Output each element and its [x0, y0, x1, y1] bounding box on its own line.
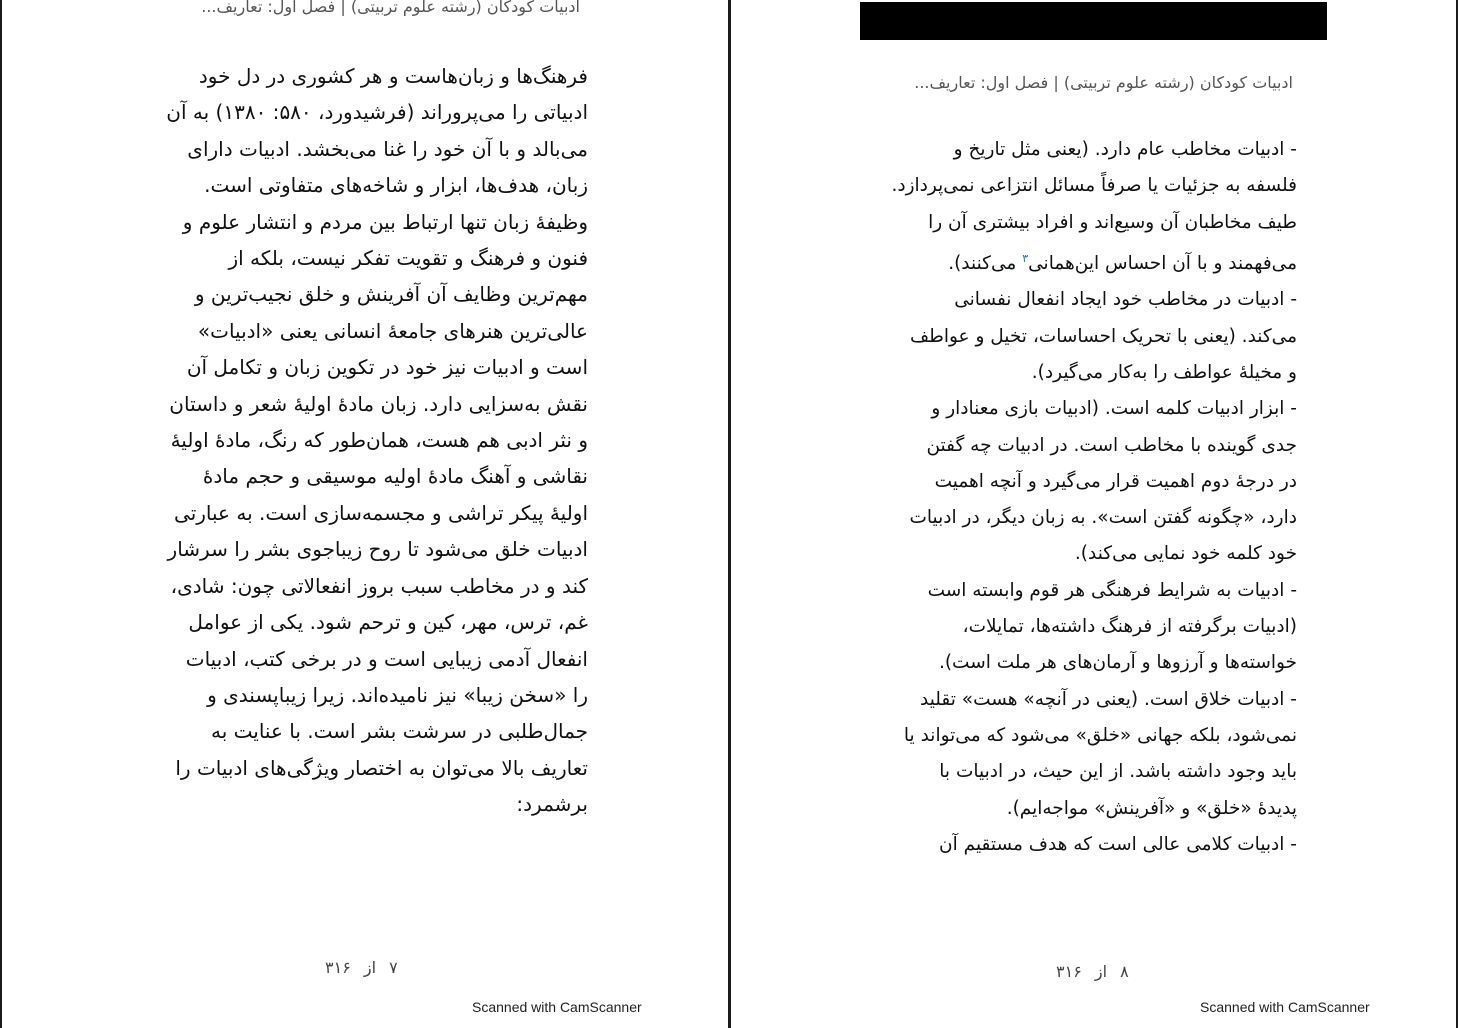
left-line-20: تعاریف بالا می‌توان به اختصار ویژگی‌های ادبیات را: [175, 755, 588, 780]
left-line-8: عالی‌ترین هنرهای جامعهٔ انسانی یعنی «ادبیات»: [197, 318, 588, 343]
right-page-number: ۸ از ۳۱۶: [1056, 962, 1129, 981]
left-line-13: اولیهٔ پیکر تراشی و مجسمه‌سازی است. به عبارتی: [174, 500, 588, 525]
left-line-3: می‌بالد و با آن خود را غنا می‌بخشد. ادبیات دارای: [187, 136, 588, 161]
right-line-11: دارد، «چگونه گفتن است». به زبان دیگر، در ادبیات: [909, 507, 1297, 529]
right-line-13: - ادبیات به شرایط فرهنگی هر قوم وابسته است: [927, 579, 1297, 601]
right-line-4-tail: می‌کنند).: [948, 253, 1023, 275]
right-line-18: باید وجود داشته باشد. از این حیث، در ادبیات با: [939, 761, 1297, 783]
right-line-7: و مخیلهٔ عواطف را به‌کار می‌گیرد).: [1031, 361, 1297, 383]
right-line-2: فلسفه به جزئیات یا صرفاً مسائل انتزاعی نمی‌پردازد.: [891, 175, 1297, 197]
right-line-20: - ادبیات کلامی عالی است که هدف مستقیم آن: [939, 833, 1297, 855]
right-line-5: - ادبیات در مخاطب خود ایجاد انفعال نفسانی: [954, 289, 1297, 311]
right-scan-watermark: Scanned with CamScanner: [1200, 999, 1370, 1015]
right-line-4-text: می‌فهمند و با آن احساس این‌همانی: [1028, 253, 1297, 275]
right-line-17: نمی‌شود، بلکه جهانی «خلق» می‌شود که می‌تواند یا: [903, 724, 1297, 746]
left-line-4: زبان، هدف‌ها، ابزار و شاخه‌های متفاوتی است.: [204, 173, 588, 198]
right-body-text: [887, 132, 1297, 863]
right-line-12: خود کلمه خود نمایی می‌کند).: [1074, 543, 1297, 565]
left-line-6: فنون و فرهنگ و تقویت تفکر نیست، بلکه از: [228, 246, 588, 271]
left-scan-watermark: Scanned with CamScanner: [472, 999, 642, 1015]
left-line-16: غم، ترس، مهر، کین و ترحم شود. یکی از عوامل: [188, 610, 588, 635]
right-line-9: جدی گوینده با مخاطب است. در ادبیات چه گفتن: [926, 434, 1297, 456]
left-running-head: ادبیات کودکان (رشته علوم تربیتی) | فصل اول: تعاریف...: [201, 0, 580, 16]
redaction-bar: [860, 2, 1327, 40]
left-line-1: فرهنگ‌ها و زبان‌هاست و هر کشوری در دل خود: [198, 64, 588, 88]
left-body-text: [143, 58, 588, 823]
left-line-9: است و ادبیات نیز خود در تکوین زبان و تکامل آن: [186, 355, 588, 380]
right-line-3: طیف مخاطبان آن وسیع‌اند و افراد بیشتری آن را: [928, 211, 1297, 233]
right-running-head: ادبیات کودکان (رشته علوم تربیتی) | فصل اول: تعاریف...: [914, 73, 1293, 92]
left-line-15: کند و در مخاطب سبب بروز انفعالاتی چون: شادی،: [170, 573, 588, 598]
left-line-19: جمال‌طلبی در سرشت بشر است. با عنایت به: [210, 719, 588, 744]
left-line-21: برشمرد:: [516, 792, 588, 817]
left-line-11: و نثر ادبی هم هست، همان‌طور که رنگ، مادهٔ اولیهٔ: [170, 428, 588, 453]
right-line-14: (ادبیات برگرفته از فرهنگ داشته‌ها، تمایلات،: [962, 616, 1297, 638]
left-line-5: وظیفهٔ زبان تنها ارتباط بین مردم و انتشار علوم و: [182, 209, 588, 234]
left-page-number: ۷ از ۳۱۶: [325, 958, 398, 977]
center-divider: [728, 0, 731, 1028]
right-line-8: - ابزار ادبیات کلمه است. (ادبیات بازی معنادار و: [931, 398, 1297, 420]
right-line-1: - ادبیات مخاطب عام دارد. (یعنی مثل تاریخ و: [953, 139, 1297, 160]
right-edge-divider: [1456, 0, 1458, 1028]
left-line-17: انفعال آدمی زیبایی است و در برخی کتب، ادبیات: [185, 646, 588, 671]
right-line-6: می‌کند. (یعنی با تحریک احساسات، تخیل و عواطف: [909, 325, 1297, 347]
left-line-18: را «سخن زیبا» نیز نامیده‌اند. زیرا زیباپسندی و: [207, 682, 588, 707]
left-line-10: نقش به‌سزایی دارد. زبان مادهٔ اولیهٔ شعر و داستان: [169, 391, 588, 416]
right-line-10: در درجهٔ دوم اهمیت قرار می‌گیرد و آنچه اهمیت: [934, 470, 1297, 492]
left-line-14: ادبیات خلق می‌شود تا روح زیباجوی بشر را سرشار: [167, 537, 588, 562]
left-edge-divider: [0, 0, 2, 1028]
right-line-16: - ادبیات خلاق است. (یعنی در آنچه» هست» تقلید: [919, 688, 1297, 710]
left-line-12: نقاشی و آهنگ مادهٔ اولیه موسیقی و حجم مادهٔ: [202, 464, 588, 489]
footnote-ref[interactable]: ۳: [1022, 251, 1029, 265]
right-line-19: پدیدهٔ «خلق» و «آفرینش» مواجه‌ایم).: [1006, 797, 1297, 819]
right-page: [731, 0, 1459, 1028]
right-line-15: خواسته‌ها و آرزوها و آرمان‌های هر ملت است).: [938, 652, 1297, 674]
left-line-2: ادبیاتی را می‌پروراند (فرشیدورد، ۵۸۰: ۱۳۸۰) به آن: [166, 100, 588, 125]
right-line-4: [887, 241, 1297, 282]
left-line-7: مهم‌ترین وظایف آن آفرینش و خلق نجیب‌ترین و: [194, 282, 588, 307]
left-page: [0, 0, 728, 1028]
